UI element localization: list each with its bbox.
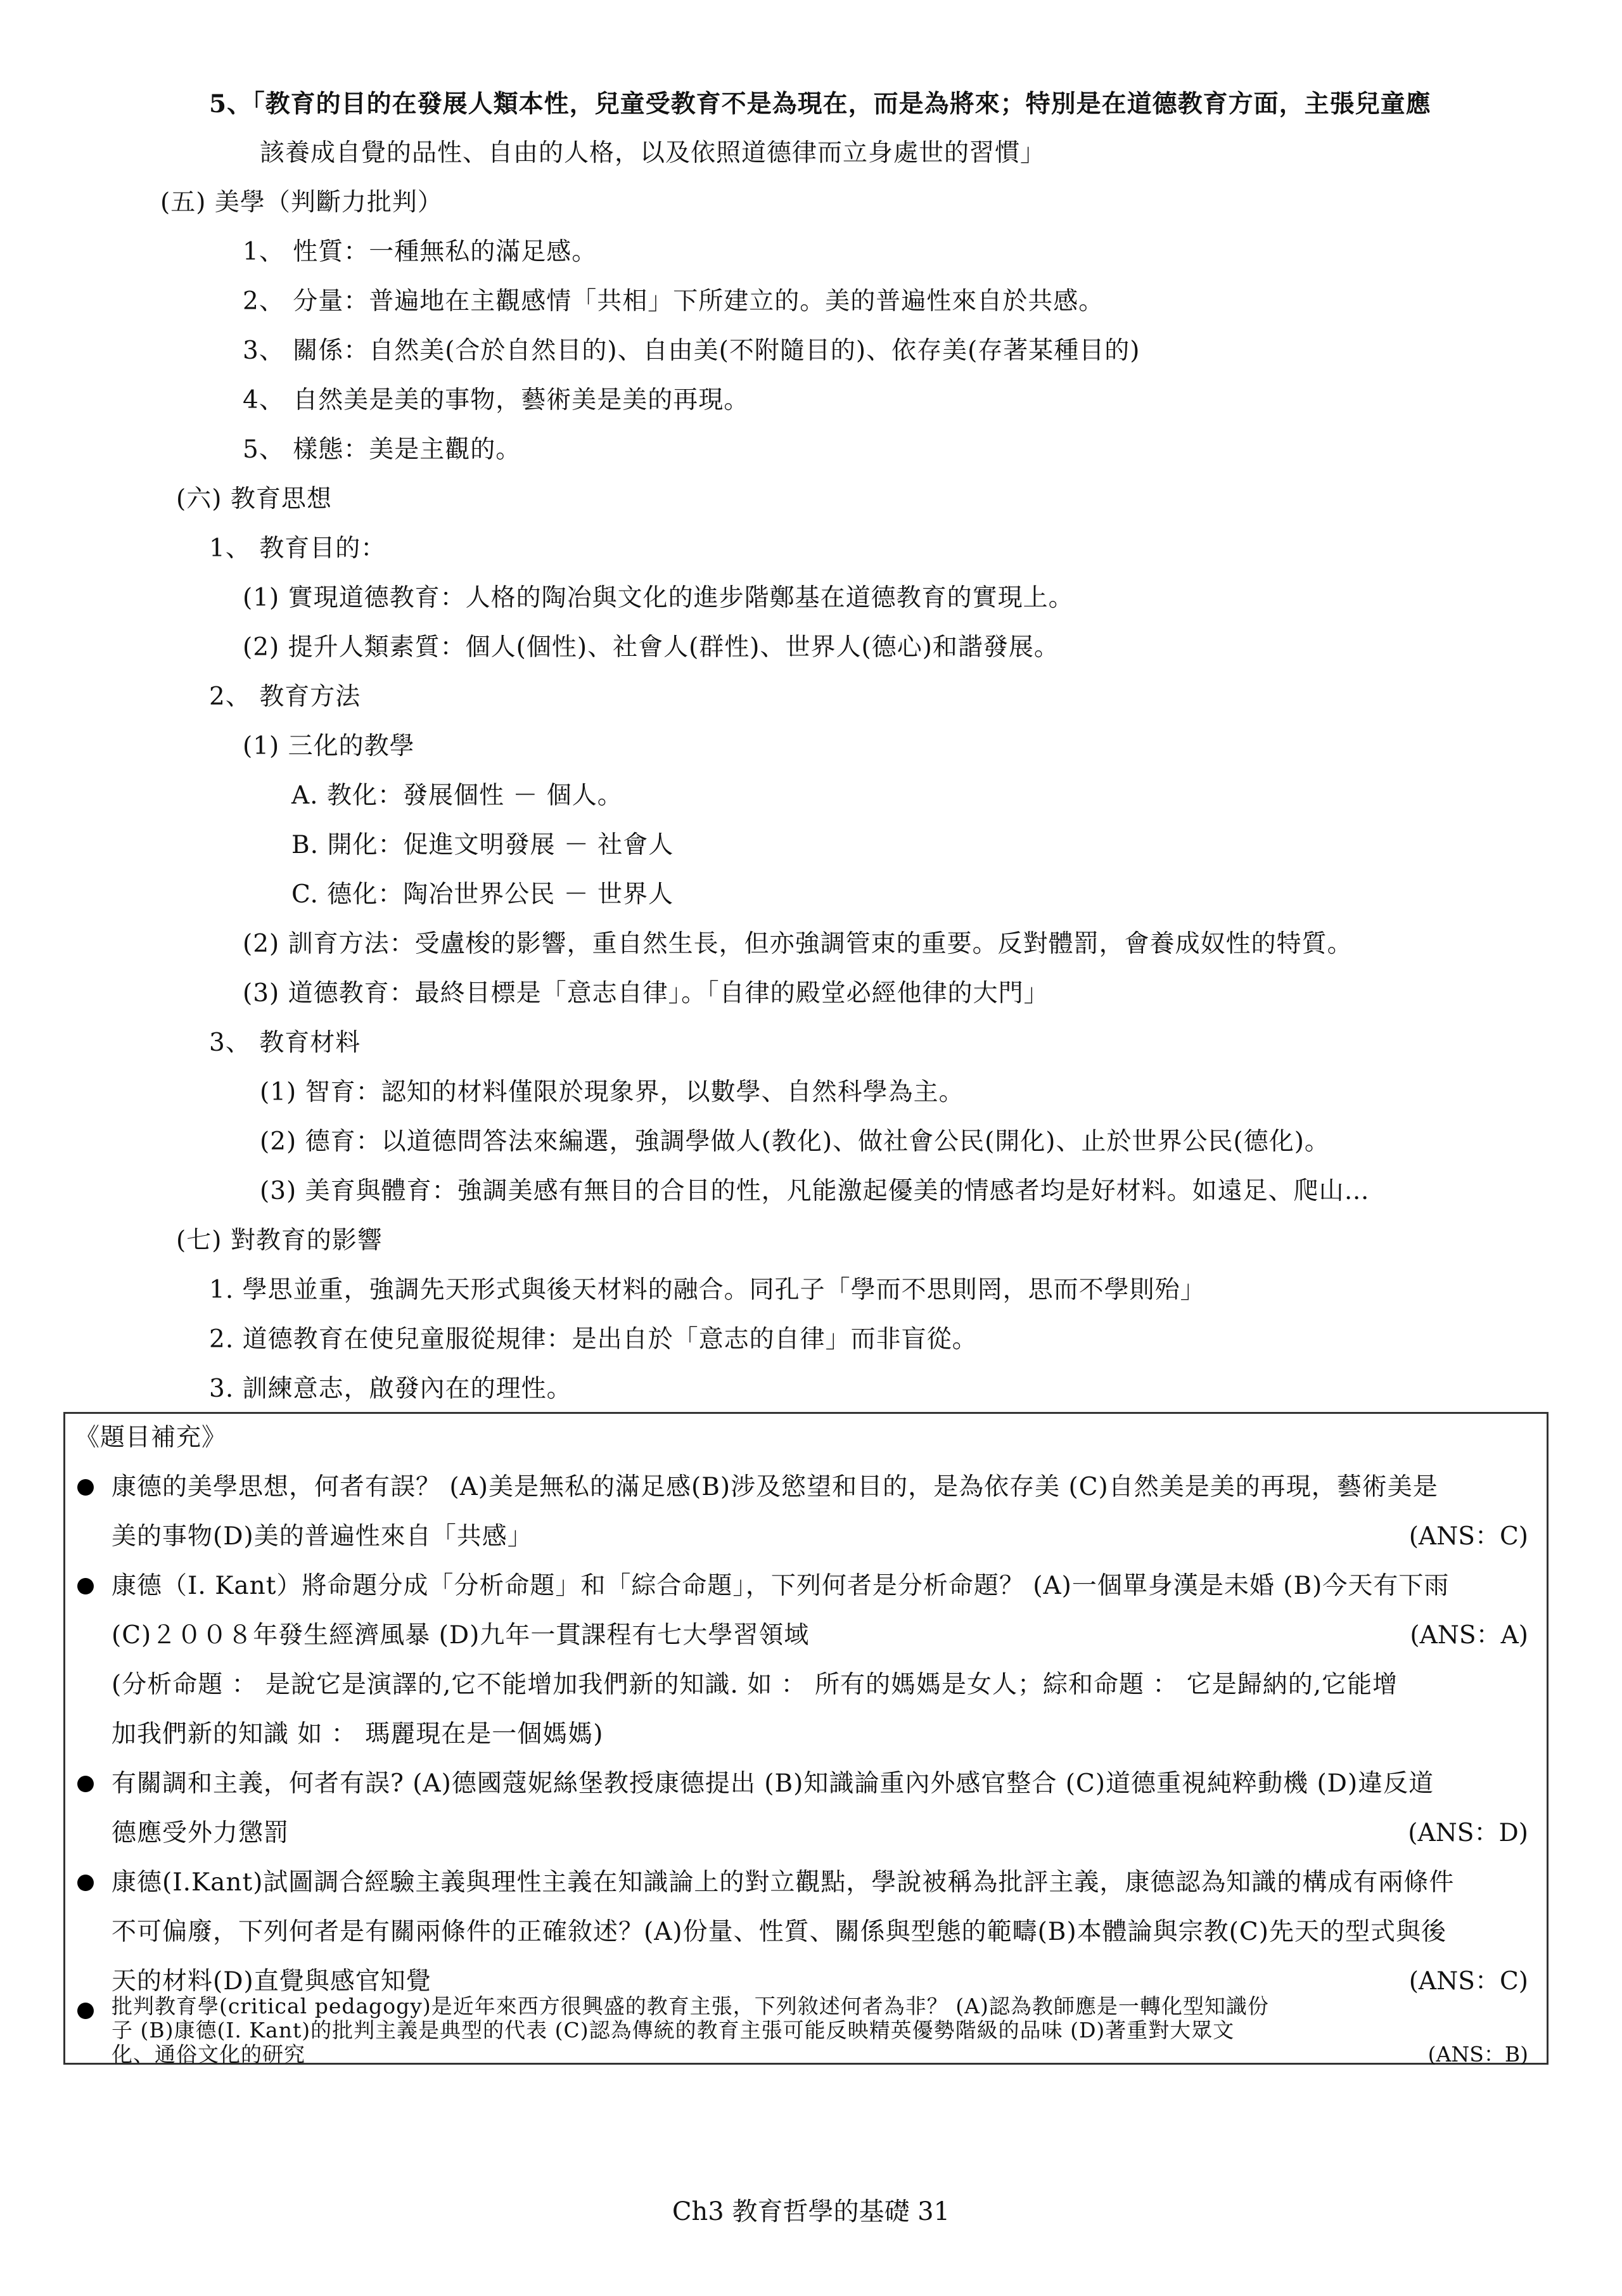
list-item: (1) 實現道德教育：人格的陶冶與文化的進步階鄭基在道德教育的實現上。 — [243, 584, 1074, 612]
question-note: (分析命題 ： 是說它是演譯的,它不能增加我們新的知識. 如 ： 所有的媽媽是女人；綜和命題 ： 它是歸納的,它能增 — [112, 1671, 1398, 1699]
list-item: B. 開化：促進文明發展 － 社會人 — [291, 831, 674, 859]
list-item: (3) 美育與體育：強調美感有無目的合目的性，凡能激起優美的情感者均是好材料。如遠足、爬山… — [260, 1177, 1370, 1205]
list-item: 4、 自然美是美的事物，藝術美是美的再現。 — [243, 386, 750, 414]
list-item: (2) 訓育方法：受盧梭的影響，重自然生長，但亦強調管束的重要。反對體罰，會養成奴性的特質。 — [243, 930, 1353, 958]
question-line: 康德的美學思想，何者有誤？ (A)美是無私的滿足感(B)涉及慾望和目的，是為依存美 (C)自然美是美的再現，藝術美是 — [112, 1473, 1438, 1501]
text-line: 該養成自覺的品性、自由的人格，以及依照道德律而立身處世的習慣」 — [260, 139, 1046, 167]
question-line: 子 (B)康德(I. Kant)的批判主義是典型的代表 (C)認為傳統的教育主張可能反映精英優勢階級的品味 (D)著重對大眾文 — [112, 2018, 1235, 2043]
list-item: 3、 教育材料 — [209, 1029, 361, 1057]
question-line: 美的事物(D)美的普遍性來自「共感」 — [112, 1522, 533, 1551]
bullet-icon — [77, 1479, 94, 1496]
question-line: 有關調和主義，何者有誤? (A)德國蔻妮絲堡教授康德提出 (B)知識論重內外感官整合 (C)道德重視純粹動機 (D)違反道 — [112, 1769, 1434, 1798]
list-item: 3、 關係：自然美(合於自然目的)、自由美(不附隨目的)、依存美(存著某種目的) — [243, 337, 1140, 365]
page-footer: Ch3 教育哲學的基礎 31 — [672, 2197, 950, 2226]
list-item: (1) 三化的教學 — [243, 732, 415, 760]
question-note: 加我們新的知識 如 ： 瑪麗現在是一個媽媽) — [112, 1720, 604, 1748]
list-item: (2) 德育：以道德問答法來編選，強調學做人(教化)、做社會公民(開化)、止於世界公民(德化)。 — [260, 1127, 1330, 1156]
question-line: 康德（I. Kant）將命題分成「分析命題」和「綜合命題」，下列何者是分析命題？ (A)一個單身漢是未婚 (B)今天有下雨 — [112, 1572, 1450, 1600]
question-line: 批判教育學(critical pedagogy)是近年來西方很興盛的教育主張，下列敘述何者為非？ (A)認為教師應是一轉化型知識份 — [112, 1994, 1269, 2018]
question-line: 康德(I.Kant)試圖調合經驗主義與理性主義在知識論上的對立觀點，學說被稱為批評主義，康德認為知識的構成有兩條件 — [112, 1868, 1455, 1897]
section-heading: (六) 教育思想 — [176, 485, 332, 513]
list-item: 1、 教育目的： — [209, 534, 386, 563]
answer-label: (ANS：B) — [1427, 2042, 1528, 2067]
list-item: 2. 道德教育在使兒童服從規律：是出自於「意志的自律」而非盲從。 — [209, 1325, 978, 1354]
list-item: 3. 訓練意志，啟發內在的理性。 — [209, 1375, 572, 1403]
text-line: 5、「教育的目的在發展人類本性，兒童受教育不是為現在，而是為將來；特別是在道德教育方面，主張兒童應 — [209, 89, 1431, 119]
bullet-icon — [77, 2003, 94, 2019]
answer-label: (ANS：C) — [1408, 1967, 1528, 1996]
question-line: (C)２００８年發生經濟風暴 (D)九年一貫課程有七大學習領域 — [112, 1621, 810, 1650]
list-item: 5、 樣態：美是主觀的。 — [243, 435, 521, 464]
bullet-icon — [77, 1578, 94, 1594]
list-item: (1) 智育：認知的材料僅限於現象界，以數學、自然科學為主。 — [260, 1078, 964, 1106]
list-item: A. 教化：發展個性 － 個人。 — [291, 781, 623, 810]
question-line: 化、通俗文化的研究 — [112, 2042, 305, 2067]
question-line: 德應受外力懲罰 — [112, 1819, 290, 1847]
list-item: 2、 教育方法 — [209, 683, 361, 711]
answer-label: (ANS：D) — [1408, 1819, 1528, 1847]
bullet-icon — [77, 1875, 94, 1891]
section-heading: (七) 對教育的影響 — [176, 1226, 383, 1255]
list-item: (2) 提升人類素質：個人(個性)、社會人(群性)、世界人(德心)和諧發展。 — [243, 633, 1059, 662]
section-heading: (五) 美學（判斷力批判） — [160, 188, 443, 217]
answer-label: (ANS：C) — [1408, 1522, 1528, 1551]
answer-label: (ANS：A) — [1410, 1621, 1528, 1650]
list-item: C. 德化：陶冶世界公民 － 世界人 — [291, 880, 674, 909]
question-line: 不可偏廢，下列何者是有關兩條件的正確敘述？(A)份量、性質、關係與型態的範疇(B)本體論與宗教(C)先天的型式與後 — [112, 1918, 1446, 1946]
list-item: 1. 學思並重，強調先天形式與後天材料的融合。同孔子「學而不思則罔，思而不學則殆」 — [209, 1276, 1206, 1304]
supplement-title: 《題目補充》 — [75, 1423, 227, 1452]
bullet-icon — [77, 1776, 94, 1792]
list-item: 1、 性質：一種無私的滿足感。 — [243, 238, 597, 266]
list-item: 2、 分量：普遍地在主觀感情「共相」下所建立的。美的普遍性來自於共感。 — [243, 287, 1104, 316]
list-item: (3) 道德教育：最終目標是「意志自律」。「自律的殿堂必經他律的大門」 — [243, 979, 1049, 1008]
question-line: 天的材料(D)直覺與感官知覺 — [112, 1967, 431, 1996]
